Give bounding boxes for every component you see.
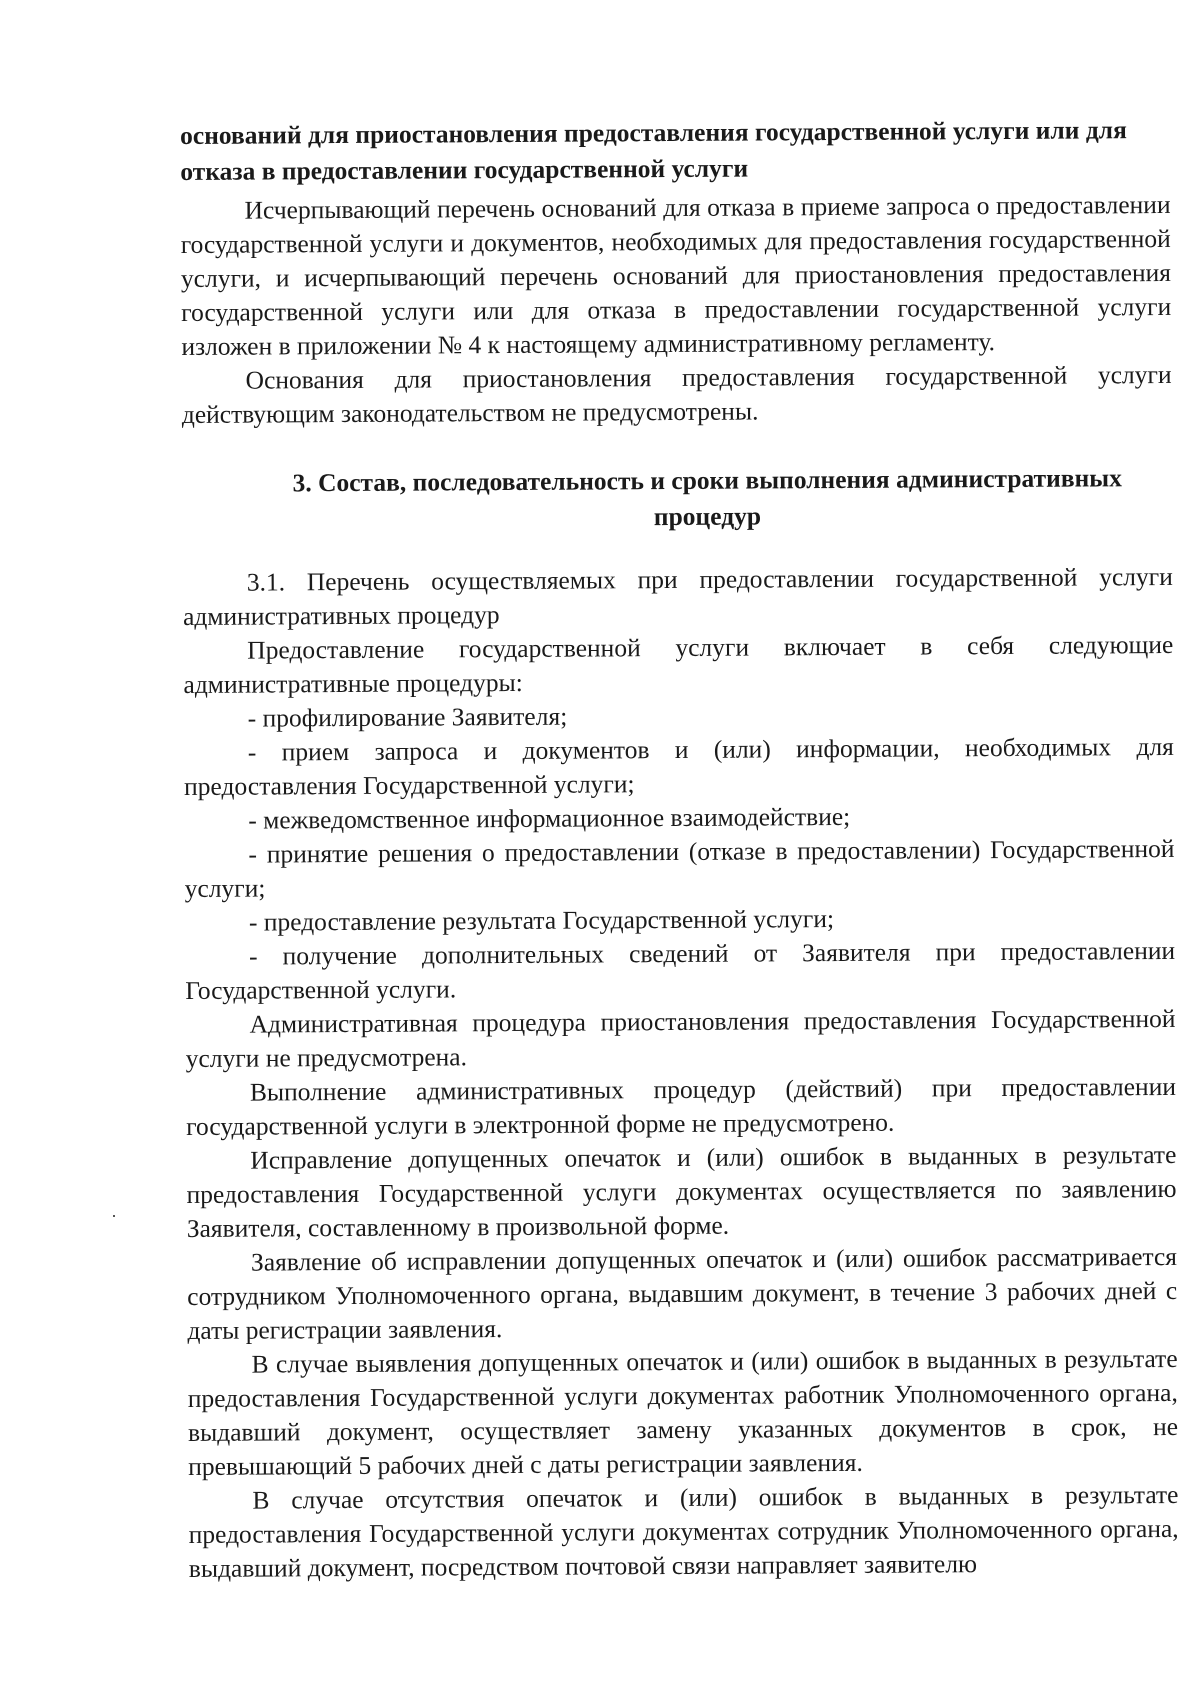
list-item: - межведомственное информационное взаимодействие; bbox=[248, 801, 851, 835]
scan-speck bbox=[113, 1215, 115, 1217]
document-page bbox=[180, 112, 1179, 1586]
continued-heading: оснований для приостановления предоставления государственной услуги или для отказа в предоставлении государственной услуги bbox=[180, 115, 1127, 186]
list-item: - профилирование Заявителя; bbox=[247, 701, 568, 733]
paragraph-exhaustive-list: Исчерпывающий перечень оснований для отказа в приеме запроса о предоставлении государственной услуги и документов, необходимых для предоставления государственной услуги, и исчерпывающий перечень оснований для приостановления предоставления государственной услуги или для отказа в предоставлении государственной услуги изложен в приложении № 4 к настоящему административному регламенту. bbox=[180, 189, 1172, 361]
paragraph-no-errors: В случае отсутствия опечаток и (или) ошибок в выданных в результате предоставления Государственной услуги документах сотрудник Уполномоченного органа, выдавший документ, посредством почтовой связи направляет заявителю bbox=[188, 1479, 1179, 1583]
list-item: - прием запроса и документов и (или) информации, необходимых для предоставления Государственной услуги; bbox=[183, 731, 1174, 801]
paragraph-suspension-grounds: Основания для приостановления предоставления государственной услуги действующим законодательством не предусмотрены. bbox=[181, 359, 1172, 429]
procedures-intro: Предоставление государственной услуги включает в себя следующие административные процедуры: bbox=[183, 629, 1174, 699]
list-item: - получение дополнительных сведений от Заявителя при предоставлении Государственной услуги. bbox=[185, 935, 1176, 1005]
paragraph-no-suspension: Административная процедура приостановления предоставления Государственной услуги не предусмотрена. bbox=[185, 1003, 1176, 1073]
paragraph-corrections: Исправление допущенных опечаток и (или) ошибок в выданных в результате предоставления Государственной услуги документах осуществляется по заявлению Заявителя, составленному в произвольной форме. bbox=[186, 1139, 1177, 1243]
list-item: - предоставление результата Государственной услуги; bbox=[248, 904, 835, 937]
subsection-title: 3.1. Перечень осуществляемых при предоставлении государственной услуги административных процедур bbox=[182, 561, 1173, 631]
section-heading: 3. Состав, последовательность и сроки выполнения административных процедур bbox=[292, 463, 1123, 532]
paragraph-electronic-form: Выполнение административных процедур (действий) при предоставлении государственной услуги в электронной форме не предусмотрено. bbox=[186, 1071, 1177, 1141]
paragraph-replacement: В случае выявления допущенных опечаток и (или) ошибок в выданных в результате предоставления Государственной услуги документах работник Уполномоченного органа, выдавший документ, осуществляет замену указанных документов в срок, не превышающий 5 рабочих дней с даты регистрации заявления. bbox=[187, 1343, 1179, 1481]
paragraph-review-term: Заявление об исправлении допущенных опечаток и (или) ошибок рассматривается сотрудником Уполномоченного органа, выдавшим документ, в течение 3 рабочих дней с даты регистрации заявления. bbox=[187, 1241, 1178, 1345]
list-item: - принятие решения о предоставлении (отказе в предоставлении) Государственной услуги; bbox=[184, 833, 1175, 903]
